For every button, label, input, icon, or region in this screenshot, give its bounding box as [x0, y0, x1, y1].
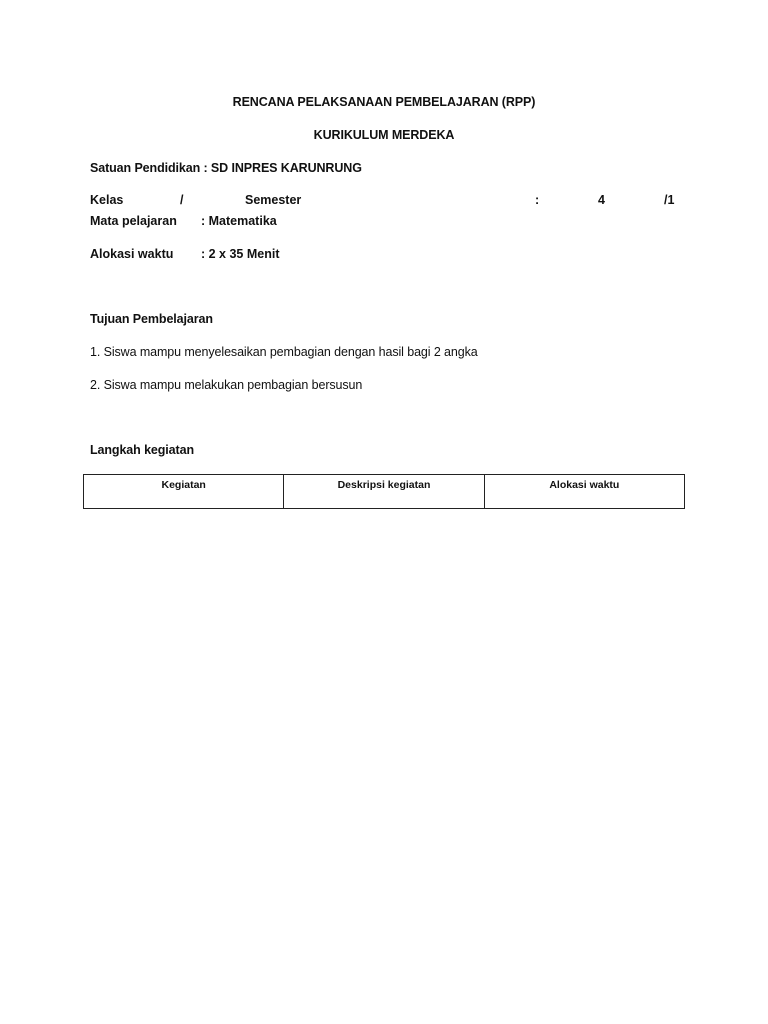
tujuan-item-2: 2. Siswa mampu melakukan pembagian bersusun: [90, 378, 363, 392]
mata-pelajaran-label: Mata pelajaran: [90, 214, 177, 228]
langkah-heading: Langkah kegiatan: [90, 443, 194, 457]
kelas-colon: :: [535, 193, 540, 207]
kelas-label: Kelas: [90, 193, 124, 207]
column-header-deskripsi: Deskripsi kegiatan: [284, 475, 484, 509]
semester-value: /1: [664, 193, 675, 207]
kelas-slash: /: [180, 193, 184, 207]
tujuan-heading: Tujuan Pembelajaran: [90, 312, 213, 326]
satuan-pendidikan: Satuan Pendidikan : SD INPRES KARUNRUNG: [90, 161, 362, 175]
document-subtitle: KURIKULUM MERDEKA: [313, 128, 455, 142]
mata-pelajaran-value: : Matematika: [201, 214, 277, 228]
alokasi-waktu-value: : 2 x 35 Menit: [201, 247, 280, 261]
column-header-alokasi: Alokasi waktu: [484, 475, 684, 509]
kelas-value: 4: [598, 193, 605, 207]
semester-label: Semester: [245, 193, 302, 207]
document-title: RENCANA PELAKSANAAN PEMBELAJARAN (RPP): [232, 95, 536, 109]
table-header-row: [84, 475, 685, 509]
tujuan-item-1: 1. Siswa mampu menyelesaikan pembagian dengan hasil bagi 2 angka: [90, 345, 478, 359]
alokasi-waktu-label: Alokasi waktu: [90, 247, 174, 261]
column-header-kegiatan: Kegiatan: [84, 475, 284, 509]
langkah-kegiatan-table: [83, 474, 685, 509]
